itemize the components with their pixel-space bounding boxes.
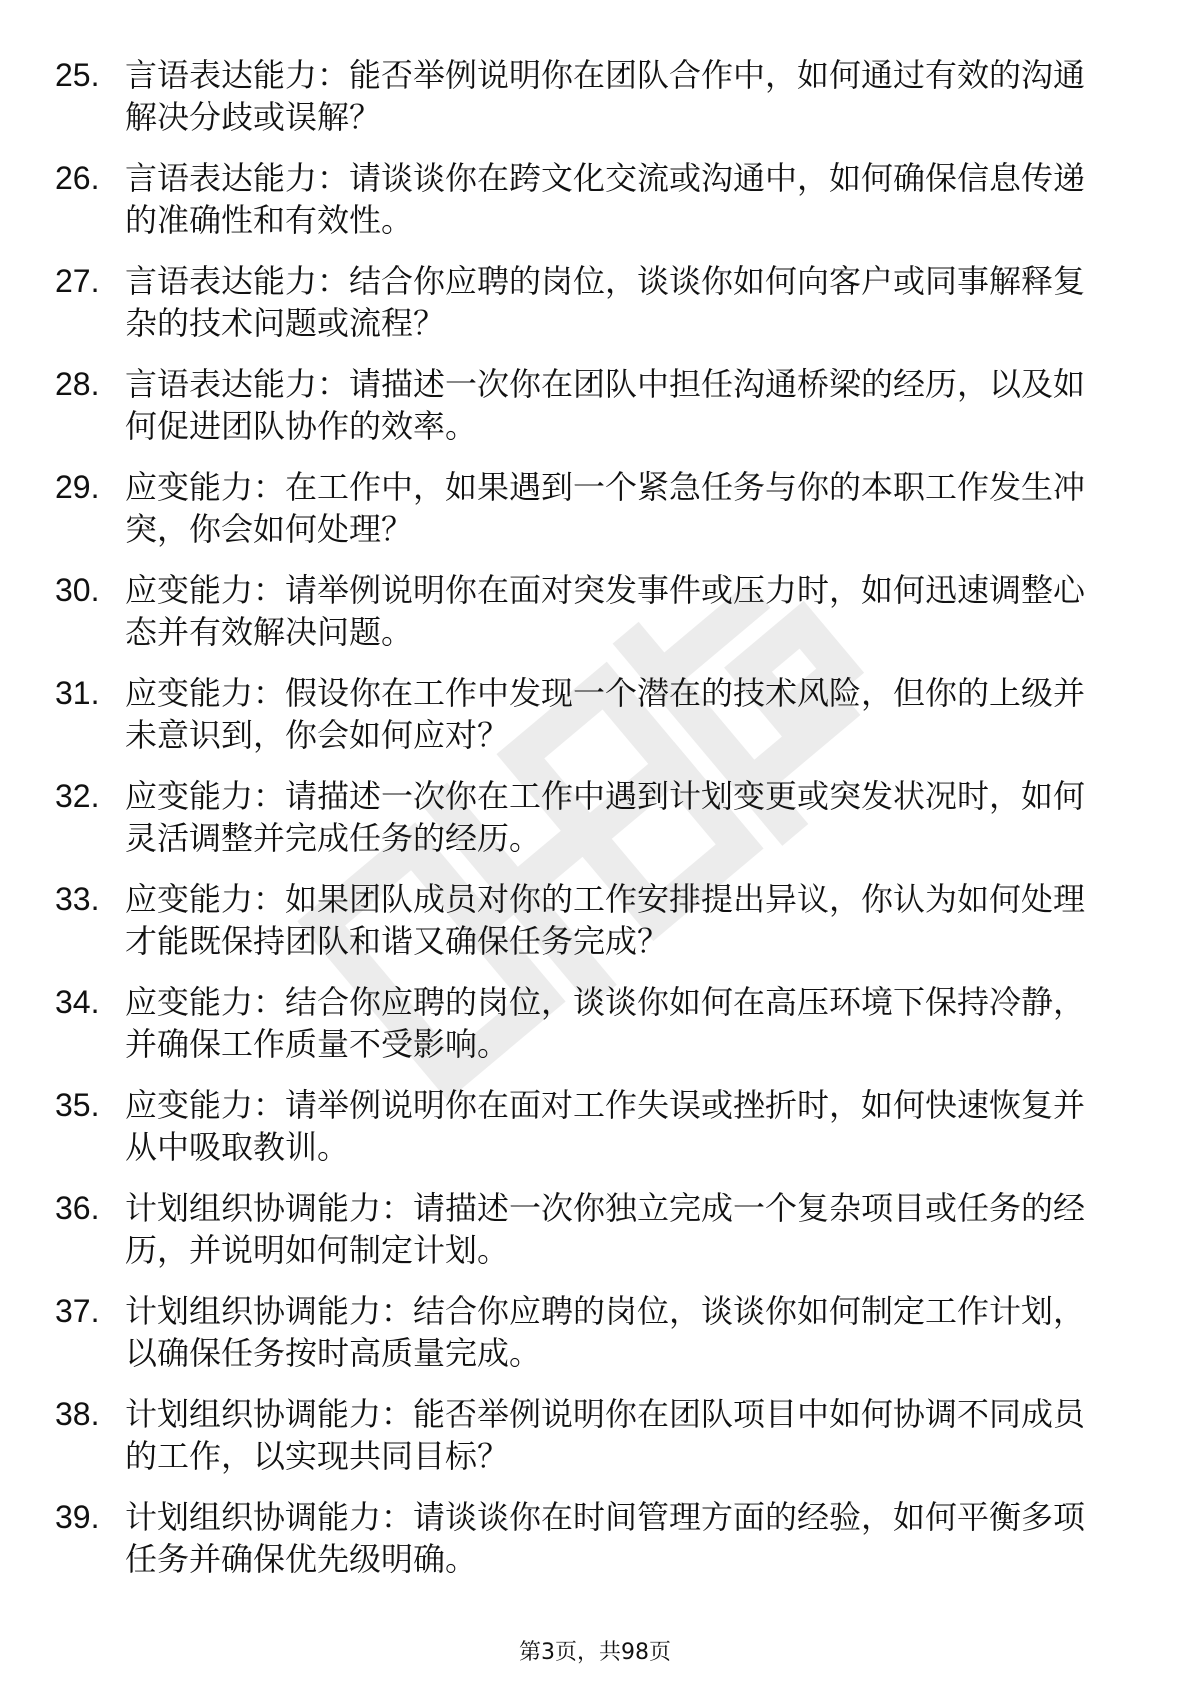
- list-item: [55, 1084, 1115, 1187]
- question-number: 38.: [55, 1396, 100, 1432]
- question-text: 计划组织协调能力：请谈谈你在时间管理方面的经验，如何平衡多项任务并确保优先级明确。: [125, 1498, 1086, 1578]
- question-number: 32.: [55, 778, 100, 814]
- question-number: 39.: [55, 1499, 100, 1535]
- question-text: 计划组织协调能力：结合你应聘的岗位，谈谈你如何制定工作计划，以确保任务按时高质量完成。: [125, 1292, 1086, 1372]
- question-number: 36.: [55, 1190, 100, 1226]
- list-item: [55, 54, 1115, 157]
- question-list: [55, 54, 1115, 1599]
- question-text: 应变能力：在工作中，如果遇到一个紧急任务与你的本职工作发生冲突，你会如何处理？: [125, 468, 1086, 548]
- question-text: 应变能力：请描述一次你在工作中遇到计划变更或突发状况时，如何灵活调整并完成任务的经历。: [125, 777, 1086, 857]
- list-item: [55, 878, 1115, 981]
- question-text: 计划组织协调能力：能否举例说明你在团队项目中如何协调不同成员的工作，以实现共同目标？: [125, 1395, 1086, 1475]
- question-number: 27.: [55, 263, 100, 299]
- question-number: 26.: [55, 160, 100, 196]
- question-text: 言语表达能力：能否举例说明你在团队合作中，如何通过有效的沟通解决分歧或误解？: [125, 56, 1086, 136]
- question-text: 应变能力：如果团队成员对你的工作安排提出异议，你认为如何处理才能既保持团队和谐又确保任务完成？: [125, 880, 1086, 960]
- list-item: [55, 775, 1115, 878]
- question-text: 应变能力：请举例说明你在面对工作失误或挫折时，如何快速恢复并从中吸取教训。: [125, 1086, 1086, 1166]
- list-item: [55, 569, 1115, 672]
- question-number: 31.: [55, 675, 100, 711]
- list-item: [55, 981, 1115, 1084]
- list-item: [55, 1290, 1115, 1393]
- question-number: 35.: [55, 1087, 100, 1123]
- question-number: 30.: [55, 572, 100, 608]
- list-item: [55, 466, 1115, 569]
- list-item: [55, 1393, 1115, 1496]
- list-item: [55, 672, 1115, 775]
- question-text: 言语表达能力：请谈谈你在跨文化交流或沟通中，如何确保信息传递的准确性和有效性。: [125, 159, 1086, 239]
- question-number: 25.: [55, 57, 100, 93]
- question-number: 33.: [55, 881, 100, 917]
- question-number: 29.: [55, 469, 100, 505]
- page-number-footer: 第3页，共98页: [519, 1640, 671, 1665]
- question-number: 28.: [55, 366, 100, 402]
- list-item: [55, 260, 1115, 363]
- question-number: 37.: [55, 1293, 100, 1329]
- question-number: 34.: [55, 984, 100, 1020]
- list-item: [55, 1496, 1115, 1599]
- list-item: [55, 157, 1115, 260]
- question-text: 计划组织协调能力：请描述一次你独立完成一个复杂项目或任务的经历，并说明如何制定计划。: [125, 1189, 1086, 1269]
- list-item: [55, 1187, 1115, 1290]
- question-text: 应变能力：结合你应聘的岗位，谈谈你如何在高压环境下保持冷静，并确保工作质量不受影响。: [125, 983, 1086, 1063]
- question-text: 言语表达能力：结合你应聘的岗位，谈谈你如何向客户或同事解释复杂的技术问题或流程？: [125, 262, 1086, 342]
- question-text: 应变能力：假设你在工作中发现一个潜在的技术风险，但你的上级并未意识到，你会如何应对？: [125, 674, 1086, 754]
- list-item: [55, 363, 1115, 466]
- question-text: 言语表达能力：请描述一次你在团队中担任沟通桥梁的经历，以及如何促进团队协作的效率。: [125, 365, 1086, 445]
- question-text: 应变能力：请举例说明你在面对突发事件或压力时，如何迅速调整心态并有效解决问题。: [125, 571, 1086, 651]
